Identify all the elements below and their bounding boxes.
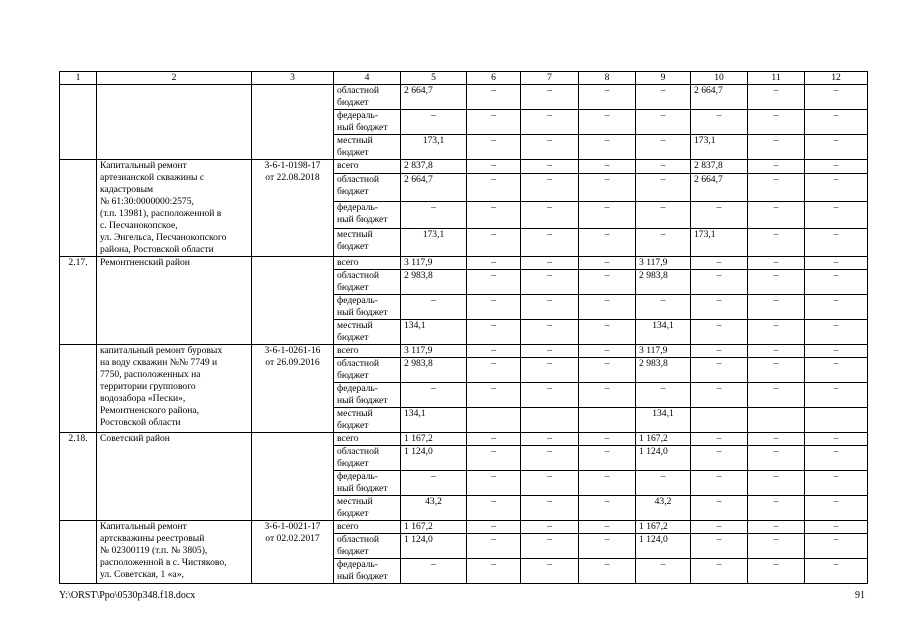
cell-value: 2 837,8 (691, 160, 748, 174)
cell-type: всего (334, 160, 401, 174)
cell-dash: – (579, 229, 636, 257)
cell-dash: – (636, 85, 691, 110)
cell-type: областной бюджет (334, 534, 401, 559)
cell-dash: – (401, 559, 467, 584)
col-header: 4 (334, 72, 401, 85)
cell-dash: – (521, 110, 579, 135)
cell-dash: – (805, 257, 868, 270)
cell-dash: – (805, 521, 868, 534)
col-header: 8 (579, 72, 636, 85)
cell-dash: – (748, 345, 805, 358)
cell-dash: – (467, 471, 521, 496)
cell-dash: – (521, 446, 579, 471)
cell-dash: – (521, 135, 579, 160)
col-header: 6 (467, 72, 521, 85)
col-header: 9 (636, 72, 691, 85)
cell-dash: – (401, 471, 467, 496)
cell-dash: – (579, 496, 636, 521)
cell-value: 1 167,2 (401, 521, 467, 534)
cell-type: федераль- ный бюджет (334, 110, 401, 135)
cell-dash: – (401, 383, 467, 408)
cell-value: 173,1 (691, 229, 748, 257)
cell-value: 2 664,7 (401, 174, 467, 202)
cell-empty (467, 408, 521, 433)
cell-num (60, 85, 97, 160)
cell-value: 173,1 (401, 229, 467, 257)
cell-dash: – (805, 446, 868, 471)
cell-dash: – (579, 174, 636, 202)
cell-value: 1 124,0 (401, 446, 467, 471)
cell-type: всего (334, 345, 401, 358)
cell-dash: – (467, 270, 521, 295)
cell-dash: – (467, 383, 521, 408)
cell-dash: – (805, 320, 868, 345)
cell-dash: – (636, 229, 691, 257)
cell-value: 134,1 (401, 320, 467, 345)
cell-dash: – (467, 496, 521, 521)
cell-dash: – (521, 201, 579, 229)
cell-type: всего (334, 257, 401, 270)
cell-code: 3-6-1-0021-17 от 02.02.2017 (252, 521, 334, 584)
cell-name: Советский район (97, 433, 252, 521)
cell-value: 2 983,8 (636, 358, 691, 383)
cell-dash: – (579, 358, 636, 383)
col-header: 7 (521, 72, 579, 85)
cell-dash: – (521, 257, 579, 270)
cell-num (60, 160, 97, 257)
cell-dash: – (521, 85, 579, 110)
cell-dash: – (805, 160, 868, 174)
cell-empty (579, 408, 636, 433)
cell-dash: – (636, 295, 691, 320)
cell-code (252, 433, 334, 521)
cell-empty (521, 408, 579, 433)
cell-dash: – (521, 295, 579, 320)
cell-dash: – (401, 295, 467, 320)
cell-value: 2 664,7 (401, 85, 467, 110)
cell-value: 2 664,7 (691, 85, 748, 110)
cell-value: 2 664,7 (691, 174, 748, 202)
cell-dash: – (805, 135, 868, 160)
cell-dash: – (521, 521, 579, 534)
cell-empty (805, 408, 868, 433)
cell-type: всего (334, 521, 401, 534)
cell-value: 3 117,9 (636, 257, 691, 270)
cell-value: 173,1 (401, 135, 467, 160)
cell-dash: – (748, 433, 805, 446)
cell-dash: – (805, 534, 868, 559)
cell-dash: – (748, 174, 805, 202)
cell-dash: – (579, 85, 636, 110)
cell-dash: – (691, 496, 748, 521)
cell-dash: – (691, 345, 748, 358)
table-row (60, 521, 868, 534)
col-header: 3 (252, 72, 334, 85)
cell-dash: – (636, 201, 691, 229)
cell-value: 1 167,2 (636, 433, 691, 446)
cell-dash: – (691, 270, 748, 295)
cell-value: 173,1 (691, 135, 748, 160)
cell-dash: – (521, 174, 579, 202)
cell-dash: – (691, 559, 748, 584)
cell-type: областной бюджет (334, 85, 401, 110)
cell-num (60, 345, 97, 433)
cell-dash: – (691, 358, 748, 383)
cell-dash: – (805, 496, 868, 521)
cell-dash: – (636, 471, 691, 496)
cell-dash: – (805, 383, 868, 408)
cell-dash: – (805, 201, 868, 229)
cell-dash: – (805, 270, 868, 295)
cell-value: 43,2 (636, 496, 691, 521)
cell-dash: – (748, 201, 805, 229)
cell-num: 2.18. (60, 433, 97, 521)
cell-dash: – (805, 471, 868, 496)
cell-dash: – (691, 534, 748, 559)
cell-value: 1 124,0 (401, 534, 467, 559)
cell-dash: – (579, 257, 636, 270)
cell-dash: – (636, 135, 691, 160)
cell-dash: – (748, 110, 805, 135)
cell-dash: – (521, 433, 579, 446)
cell-name: Капитальный ремонт артскважины реестровый № 02300119 (т.п. № 3805), расположенной в с. Чистяково, ул. Советская, 1 «а», (97, 521, 252, 584)
cell-dash: – (748, 521, 805, 534)
cell-value: 2 983,8 (401, 358, 467, 383)
cell-type: федераль- ный бюджет (334, 295, 401, 320)
cell-dash: – (467, 174, 521, 202)
col-header: 10 (691, 72, 748, 85)
cell-name: Ремонтненский район (97, 257, 252, 345)
table-row (60, 433, 868, 446)
cell-type: областной бюджет (334, 446, 401, 471)
cell-type: всего (334, 433, 401, 446)
cell-type: федераль- ный бюджет (334, 383, 401, 408)
cell-value: 2 983,8 (401, 270, 467, 295)
cell-dash: – (805, 559, 868, 584)
cell-dash: – (467, 160, 521, 174)
col-header: 5 (401, 72, 467, 85)
cell-dash: – (748, 229, 805, 257)
cell-code (252, 85, 334, 160)
cell-dash: – (467, 201, 521, 229)
cell-dash: – (748, 270, 805, 295)
cell-dash: – (691, 446, 748, 471)
cell-dash: – (467, 135, 521, 160)
cell-dash: – (579, 433, 636, 446)
cell-dash: – (579, 446, 636, 471)
col-header: 2 (97, 72, 252, 85)
cell-type: федераль- ный бюджет (334, 471, 401, 496)
cell-dash: – (748, 534, 805, 559)
cell-dash: – (748, 471, 805, 496)
cell-dash: – (467, 295, 521, 320)
col-header: 1 (60, 72, 97, 85)
cell-value: 3 117,9 (401, 345, 467, 358)
cell-empty (691, 408, 748, 433)
cell-dash: – (467, 85, 521, 110)
cell-dash: – (691, 295, 748, 320)
cell-dash: – (579, 521, 636, 534)
cell-value: 134,1 (636, 408, 691, 433)
cell-dash: – (521, 383, 579, 408)
cell-dash: – (579, 383, 636, 408)
cell-dash: – (691, 110, 748, 135)
cell-value: 3 117,9 (636, 345, 691, 358)
cell-dash: – (691, 320, 748, 345)
cell-type: областной бюджет (334, 358, 401, 383)
table-header-row (60, 72, 868, 85)
cell-dash: – (467, 521, 521, 534)
cell-dash: – (748, 320, 805, 345)
col-header: 12 (805, 72, 868, 85)
cell-dash: – (636, 174, 691, 202)
cell-dash: – (467, 110, 521, 135)
cell-num: 2.17. (60, 257, 97, 345)
cell-dash: – (748, 257, 805, 270)
cell-dash: – (467, 345, 521, 358)
cell-dash: – (805, 433, 868, 446)
cell-dash: – (805, 110, 868, 135)
cell-dash: – (579, 201, 636, 229)
cell-dash: – (691, 433, 748, 446)
cell-dash: – (579, 160, 636, 174)
cell-type: федераль- ный бюджет (334, 559, 401, 584)
cell-code: 3-6-1-0261-16 от 26.09.2016 (252, 345, 334, 433)
cell-dash: – (579, 345, 636, 358)
cell-dash: – (521, 160, 579, 174)
cell-dash: – (467, 446, 521, 471)
cell-dash: – (521, 559, 579, 584)
cell-code (252, 257, 334, 345)
cell-dash: – (579, 559, 636, 584)
cell-dash: – (636, 160, 691, 174)
cell-dash: – (691, 257, 748, 270)
cell-dash: – (579, 110, 636, 135)
cell-dash: – (748, 496, 805, 521)
cell-dash: – (521, 471, 579, 496)
cell-type: местный бюджет (334, 135, 401, 160)
cell-type: областной бюджет (334, 270, 401, 295)
cell-type: местный бюджет (334, 496, 401, 521)
cell-value: 1 124,0 (636, 446, 691, 471)
cell-dash: – (467, 559, 521, 584)
cell-dash: – (691, 383, 748, 408)
cell-dash: – (691, 201, 748, 229)
cell-dash: – (805, 358, 868, 383)
cell-dash: – (748, 446, 805, 471)
cell-dash: – (401, 201, 467, 229)
table-row (60, 257, 868, 270)
cell-value: 1 167,2 (401, 433, 467, 446)
cell-dash: – (521, 496, 579, 521)
cell-name: капитальный ремонт буровых на воду скважин №№ 7749 и 7750, расположенных на территории группового водозабора «Пески», Ремонтненского района, Ростовской области (97, 345, 252, 433)
cell-name: Капитальный ремонт артезианской скважины с кадастровым № 61:30:0000000:2575, (т.п. 13981), расположенной в с. Песчанокопское, ул. Энгельса, Песчанокопского района, Ростовской области (97, 160, 252, 257)
cell-dash: – (579, 471, 636, 496)
cell-dash: – (805, 85, 868, 110)
cell-value: 1 124,0 (636, 534, 691, 559)
cell-dash: – (805, 345, 868, 358)
cell-name (97, 85, 252, 160)
cell-num (60, 521, 97, 584)
cell-value: 2 983,8 (636, 270, 691, 295)
cell-code: 3-6-1-0198-17 от 22.08.2018 (252, 160, 334, 257)
cell-dash: – (401, 110, 467, 135)
cell-dash: – (521, 320, 579, 345)
cell-dash: – (636, 110, 691, 135)
cell-dash: – (748, 135, 805, 160)
cell-dash: – (579, 270, 636, 295)
table-row (60, 85, 868, 110)
cell-dash: – (805, 174, 868, 202)
cell-dash: – (467, 257, 521, 270)
cell-dash: – (748, 295, 805, 320)
cell-value: 1 167,2 (636, 521, 691, 534)
cell-dash: – (748, 160, 805, 174)
cell-type: местный бюджет (334, 408, 401, 433)
cell-dash: – (467, 534, 521, 559)
cell-dash: – (579, 320, 636, 345)
cell-dash: – (579, 534, 636, 559)
cell-dash: – (748, 559, 805, 584)
cell-dash: – (467, 320, 521, 345)
cell-dash: – (521, 358, 579, 383)
cell-dash: – (805, 295, 868, 320)
cell-dash: – (467, 229, 521, 257)
cell-value: 134,1 (401, 408, 467, 433)
cell-type: местный бюджет (334, 229, 401, 257)
cell-dash: – (691, 521, 748, 534)
cell-value: 43,2 (401, 496, 467, 521)
table-row (60, 345, 868, 358)
cell-dash: – (636, 383, 691, 408)
cell-dash: – (467, 358, 521, 383)
cell-type: областной бюджет (334, 174, 401, 202)
cell-dash: – (521, 534, 579, 559)
cell-type: федераль- ный бюджет (334, 201, 401, 229)
cell-dash: – (748, 383, 805, 408)
cell-empty (748, 408, 805, 433)
cell-dash: – (748, 358, 805, 383)
table-row (60, 160, 868, 174)
cell-type: местный бюджет (334, 320, 401, 345)
cell-dash: – (467, 433, 521, 446)
footer-file-path: Y:\ORST\Ppo\0530p348.f18.docx (59, 590, 196, 601)
cell-dash: – (521, 345, 579, 358)
cell-dash: – (748, 85, 805, 110)
cell-dash: – (636, 559, 691, 584)
budget-table (59, 71, 868, 584)
cell-dash: – (579, 295, 636, 320)
cell-dash: – (521, 229, 579, 257)
cell-dash: – (579, 135, 636, 160)
cell-value: 3 117,9 (401, 257, 467, 270)
col-header: 11 (748, 72, 805, 85)
cell-dash: – (691, 471, 748, 496)
cell-dash: – (805, 229, 868, 257)
cell-value: 2 837,8 (401, 160, 467, 174)
footer-page-number: 91 (855, 590, 865, 601)
cell-value: 134,1 (636, 320, 691, 345)
cell-dash: – (521, 270, 579, 295)
